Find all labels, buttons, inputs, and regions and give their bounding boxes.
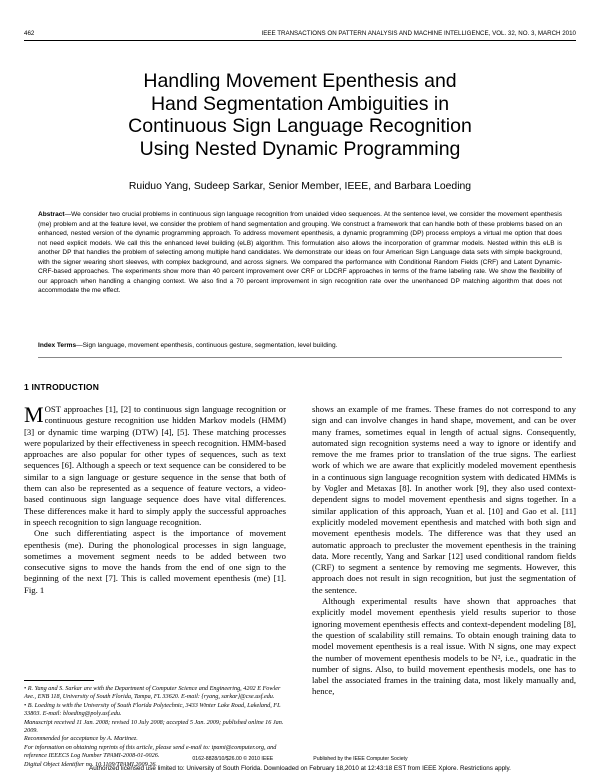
intro-paragraph-1-text: OST approaches [1], [2] to continuous sign language recognition or continuous gesture recognition use hidden Markov models (HMM) [3] or dynamic time warping (DTW) [4], [5]. These matching processes were popularized by their effectiveness in speech recognition. HMM-based approaches are also popular for other types of sequences, such as text sequences [6]. Although a speech or text sequence can be considered to be similar to a sign language or gesture sequence in the sense that both of them can also be represented as a sequence of feature vectors, a video-based continuous sign language sequence does have vital differences. These differences make it hard to simply apply the successful approaches in speech recognition to sign language recognition. (24, 404, 286, 527)
footnote-1: • R. Yang and S. Sarkar are with the Department of Computer Science and Engineering, 4202 E Fowler Ave., ENB 118, University of South Florida, Tampa, FL 33620. E-mail: {ryang, sarkar}@cse.usf.edu. (24, 685, 281, 701)
intro-paragraph-3: shows an example of me frames. These frames do not correspond to any sign and can involve changes in hand shape, movement, and can be over many frames, sometimes equal in length of actual signs. Consequently, automated sign recognition systems need a way to ignore or identify and remove the me frames prior to translation of the true signs. The earliest work of which we are aware that explicitly modeled movement epenthesis in a continuous sign language recognition system with dedicated HMMs is by Vogler and Metaxas [8]. In another work [9], they also used context-dependent signs to model movement epenthesis and signs together. In a similar application of this approach, Yuan et al. [10] and Gao et al. [11] explicitly modeled movement epenthesis and matched with both sign and movement epenthesis models. The difference was that they used an automatic approach to precluster the movement epenthesis in the training data. More recently, Yang and Sarkar [12] used conditional random fields (CRF) to segment a sentence by removing me segments. However, this approach does not result in sign recognition, but just the segmentation of the sentence. (312, 404, 576, 595)
footnote-6: Digital Object Identifier no. 10.1109/TPAMI.2009.26. (24, 760, 157, 768)
license-notice: Authorized licensed use limited to: University of South Florida. Downloaded on February 18,2010 at 12:43:18 EST from IEEE Xplore. Restrictions apply. (89, 765, 511, 772)
author-list: Ruiduo Yang, Sudeep Sarkar, Senior Member, IEEE, and Barbara Loeding (128, 181, 472, 192)
footnote-3: Manuscript received 11 Jan. 2008; revised 10 July 2008; accepted 5 Jan. 2009; published online 16 Jan. 2009. (24, 718, 284, 735)
intro-paragraph-2: One such differentiating aspect is the importance of movement epenthesis (me). During the phonological processes in sign language, sometimes a movement segment needs to be added between two consecutive signs to move the hands from the end of one sign to the beginning of the next [7]. This is called movement epenthesis (me) [1]. Fig. 1 (24, 528, 286, 595)
copyright-bar (24, 756, 576, 762)
drop-cap: M (24, 402, 44, 427)
copyright-left: 0162-8828/10/$26.00 © 2010 IEEE (192, 756, 274, 762)
intro-paragraph-4: Although experimental results have shown that approaches that explicitly model movement epenthesis yield results superior to those ignoring movement epenthesis effects and context-dependent modeling [8], the question of scalability still remains. To obtain enough training data to model movement epenthesis is a real issue. With N signs, one may expect the number of movement epenthesis models to be N², i.e., quadratic in the number of signs. Also, to build movement epenthesis models, one has to label the associated frames in the training data, most likely manually and, hence, (312, 596, 576, 697)
abstract (38, 210, 562, 296)
title-line-2: Hand Segmentation Ambiguities in (150, 92, 450, 115)
title-line-1: Handling Movement Epenthesis and (143, 70, 457, 92)
footnote-2: • B. Loeding is with the University of South Florida Polytechnic, 3433 Winter Lake Road, Lakeland, FL 33803. E-mail: bloeding@poly.usf.edu. (24, 701, 281, 718)
journal-title: IEEE TRANSACTIONS ON PATTERN ANALYSIS AND MACHINE INTELLIGENCE, VOL. 32, NO. 3, MARCH 2010 (261, 30, 576, 37)
index-terms (38, 342, 562, 349)
page-number: 462 (24, 30, 35, 37)
copyright-right: Published by the IEEE Computer Society (313, 756, 408, 762)
intro-paragraph-1 (24, 404, 286, 528)
abstract-text: —We consider two crucial problems in continuous sign language recognition from unaided video sequences. At the sentence level, we consider the movement epenthesis (me) problem and at the feature level, we consider the problem of hand segmentation and grouping. We construct a framework that can handle both of these problems based on an enhanced, nested version of the dynamic programming approach. To address movement epenthesis, a dynamic programming (DP) process employs a virtual me option that does not need explicit models. We call this the enhanced level building (eLB) algorithm. This formulation also allows the incorporation of grammar models. Nested within this eLB is another DP that handles the problem of selecting among multiple hand candidates. We demonstrate our ideas on four American Sign Language data sets with simple background, with the signer wearing short sleeves, with complex background, and across signers. We compared the performance with Conditional Random Fields (CRF) and Latent Dynamic-CRF-based approaches. The experiments show more than 40 percent improvement over CRF or LDCRF approaches in terms of the frame labeling rate. We show the flexibility of our approach when handling a changing context. We also find a 70 percent improvement in sign recognition rate over the unenhanced DP matching algorithm that does not accommodate the me effect. (38, 211, 562, 295)
left-column (24, 404, 286, 596)
paper-title (40, 70, 560, 160)
title-line-3: Continuous Sign Language Recognition (128, 115, 472, 137)
index-terms-label: Index Terms (38, 342, 77, 349)
title-line-4: Using Nested Dynamic Programming (139, 137, 461, 160)
footnote-divider (24, 680, 94, 681)
footnote-5: For information on obtaining reprints of this article, please send e-mail to: tpami@computer.org, and reference IEEECS Log Number TPAMI-2008-01-0026. (24, 743, 277, 760)
index-terms-text: —Sign language, movement epenthesis, continuous gesture, segmentation, level building. (76, 342, 338, 349)
right-column (312, 404, 576, 698)
abstract-divider (38, 357, 562, 358)
abstract-label: Abstract (38, 211, 65, 218)
header-divider (24, 40, 576, 41)
section-heading: 1 INTRODUCTION (24, 382, 100, 392)
footnote-4: Recommended for acceptance by A. Martinez. (24, 735, 138, 743)
